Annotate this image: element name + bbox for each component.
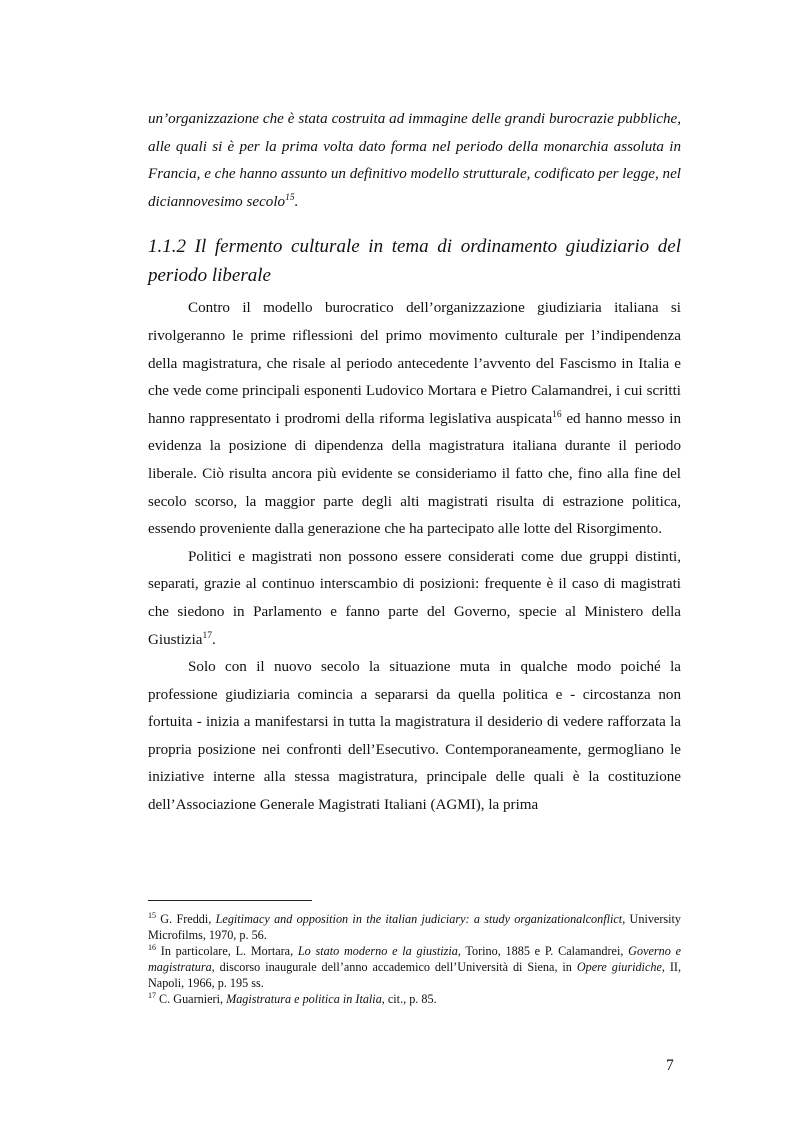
paragraph-text: Contro il modello burocratico dell’organizzazione giudiziaria italiana si rivolgeranno le prime riflessioni del primo movimento culturale per l’indipendenza della magistratura, che risale al periodo antecedente l’avvento del Fascismo in Italia e che vede come principali esponenti Ludovico Mortara e Pietro Calamandrei, i cui scritti hanno rappresentato i prodromi della riforma legislativa auspicata (148, 300, 681, 427)
footnote-number: 16 (148, 942, 156, 952)
footnote-separator (148, 900, 312, 901)
body-paragraph (148, 106, 681, 216)
footnote-title: Magistratura e politica in Italia (226, 992, 382, 1006)
footnote-ref[interactable]: 15 (285, 192, 295, 203)
paragraph-text: Solo con il nuovo secolo la situazione muta in qualche modo poiché la professione giudiziaria comincia a separarsi da quella politica e - circostanza non fortuita - inizia a manifestarsi in tutta la magistratura il desiderio di vedere rafforzata la propria posizione nei confronti dell’Esecutivo. Contemporaneamente, germogliano le iniziative interne alla stessa magistratura, principale delle quali è la costituzione dell’Associazione Generale Magistrati Italiani (AGMI), la prima (148, 659, 681, 814)
paragraph-text: un’organizzazione che è stata costruita ad immagine delle grandi burocrazie pubbliche, alle quali si è per la prima volta dato forma nel periodo della monarchia assoluta in Francia, e che hanno assunto un definitivo modello strutturale, codificato per legge, nel diciannovesimo secolo (148, 111, 681, 210)
section-heading: 1.1.2 Il fermento culturale in tema di ordinamento giudiziario del periodo liberale (148, 236, 681, 287)
body-paragraph (148, 544, 681, 654)
page-number: 7 (666, 1057, 674, 1074)
paragraph-text: ed hanno messo in evidenza la posizione di dipendenza della magistratura italiana durante il periodo liberale. Ciò risulta ancora più evidente se consideriamo il fatto che, fino alla fine del secolo scorso, la maggior parte degli alti magistrati risulta di estrazione politica, essendo proveniente dalla generazione che ha partecipato alle lotte del Risorgimento. (148, 410, 681, 538)
footnote-number: 17 (148, 990, 156, 1000)
footnote-title: Governo e magistratura (148, 944, 681, 974)
footnote-ref[interactable]: 17 (202, 630, 212, 641)
footnotes (148, 911, 681, 1007)
footnote-title: Legitimacy and opposition in the italian judiciary: a study organizationalconflict (215, 912, 623, 926)
body-paragraph (148, 295, 681, 543)
page-body (148, 106, 681, 820)
footnote: $^{16}$ In particolare, L. Mortara, Lo stato moderno e la giustizia, Torino, 1885 e P. Calamandrei, Governo e magistratura, discorso inaugurale dell’anno accademico dell’Università di Siena, in Opere giuridiche, II, Napoli, 1966, p. 195 ss. (148, 942, 681, 990)
footnote: $^{17}$ C. Guarnieri, Magistratura e politica in Italia, cit., p. 85. (148, 990, 437, 1006)
paragraph-text: Politici e magistrati non possono essere considerati come due gruppi distinti, separati, grazie al continuo interscambio di posizioni: frequente è il caso di magistrati che siedono in Parlamento e fanno parte del Governo, specie al Ministero della Giustizia (148, 548, 681, 648)
footnote-title: Lo stato moderno e la giustizia (297, 944, 458, 958)
footnote: $^{15}$ G. Freddi, Legitimacy and opposition in the italian judiciary: a study organizationalconflict, University Microfilms, 1970, p. 56. (148, 910, 682, 942)
footnote-number: 15 (148, 910, 156, 920)
paragraph-text: . (294, 193, 299, 210)
footnote-title: Opere giuridiche (576, 960, 662, 974)
footnote-ref[interactable]: 16 (552, 409, 562, 420)
body-paragraph (148, 654, 681, 820)
paragraph-text: . (212, 631, 216, 648)
